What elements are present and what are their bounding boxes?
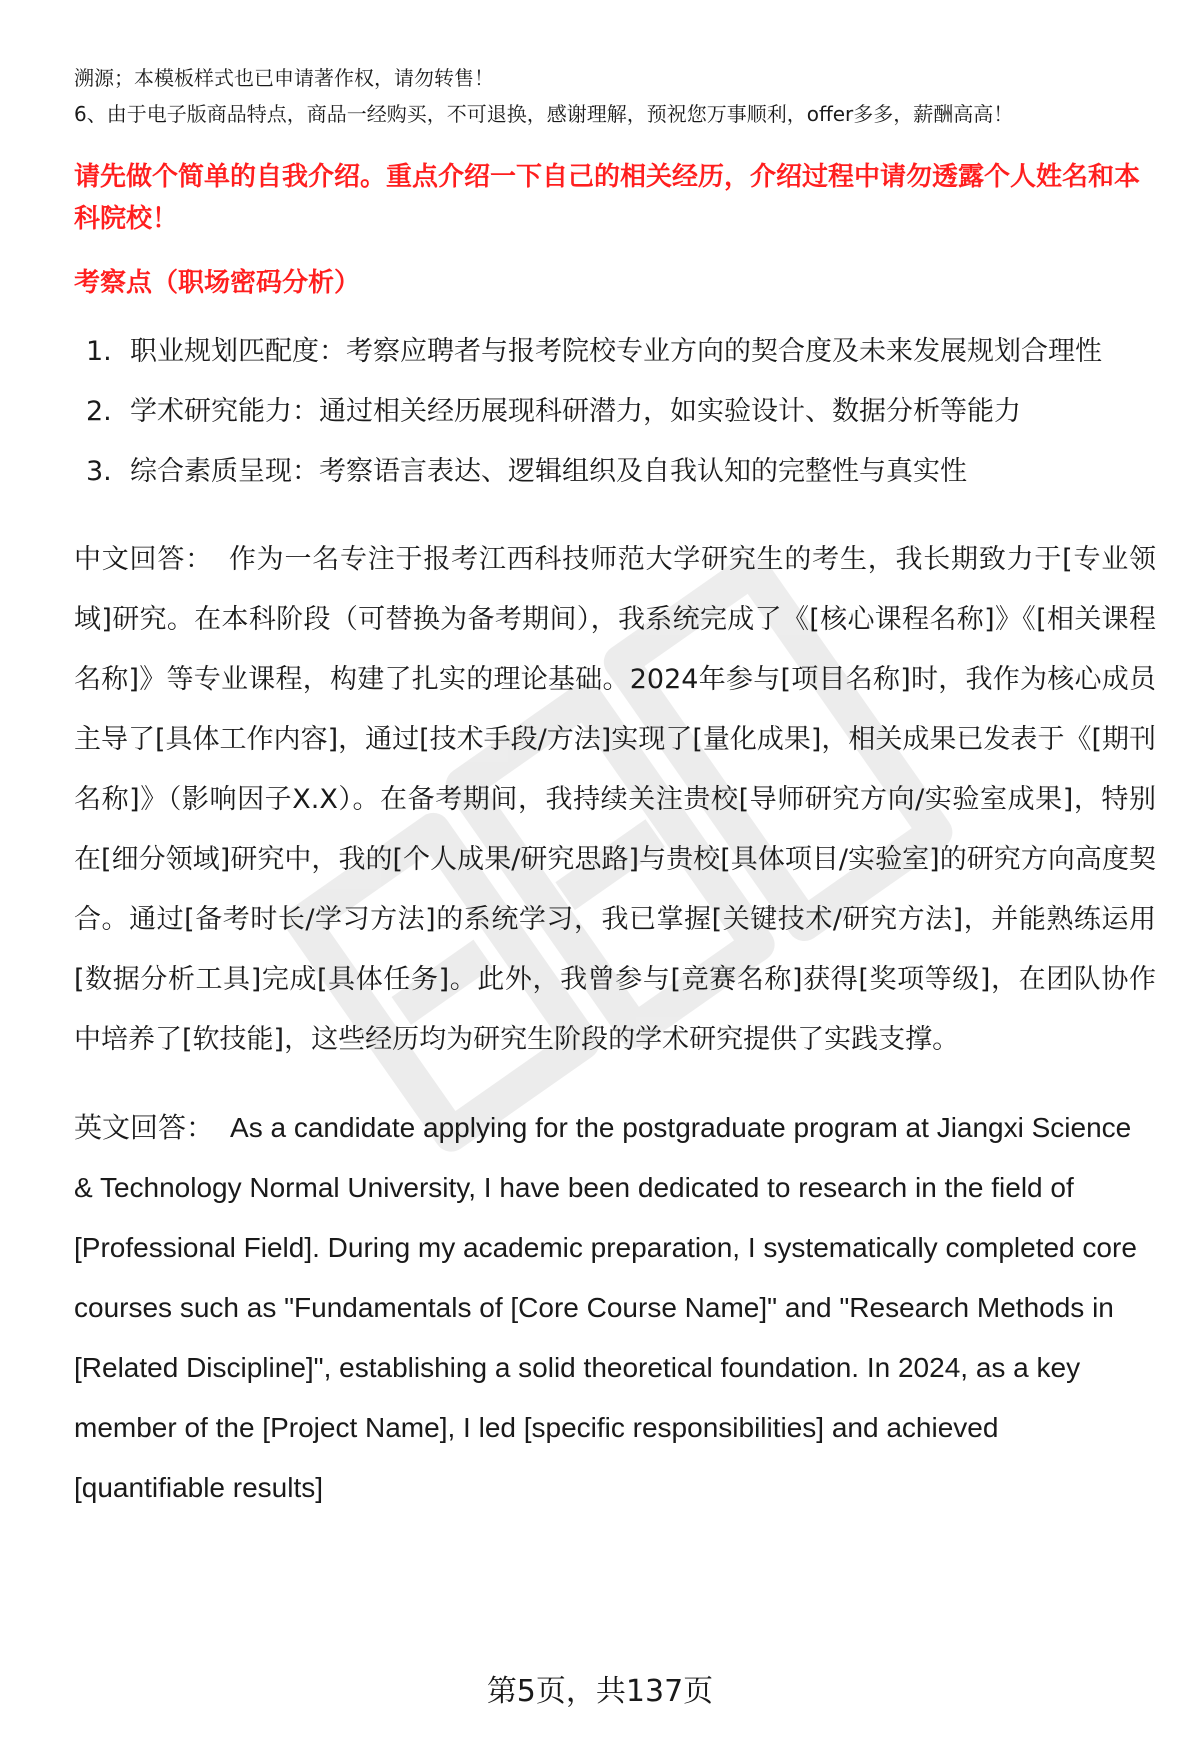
point-text: 职业规划匹配度：考察应聘者与报考院校专业方向的契合度及未来发展规划合理性 — [130, 336, 1102, 367]
point-text: 学术研究能力：通过相关经历展现科研潜力，如实验设计、数据分析等能力 — [130, 396, 1021, 427]
point-number: 1. — [86, 336, 112, 367]
chinese-answer — [74, 530, 1156, 1070]
point-text: 综合素质呈现：考察语言表达、逻辑组织及自我认知的完整性与真实性 — [130, 456, 967, 487]
notice-line-1: 溯源；本模板样式也已申请著作权，请勿转售！ — [74, 66, 494, 90]
analysis-point — [86, 322, 1156, 382]
document-body — [74, 60, 1156, 1518]
page-number-footer: 第5页，共137页 — [486, 1674, 714, 1709]
english-answer-text: As a candidate applying for the postgraduate program at Jiangxi Science & Technology Normal University, I have been dedicated to research in the field of [Professional Field]. During my academic preparation, I systematically completed core courses such as "Fundamentals of [Core Course Name]" and "Research Methods in [Related Discipline]", establishing a solid theoretical foundation. In 2024, as a key member of the [Project Name], I led [specific responsibilities] and achieved [quantifiable results] — [74, 1112, 1137, 1503]
chinese-answer-text: 作为一名专注于报考江西科技师范大学研究生的考生，我长期致力于[专业领域]研究。在本科阶段（可替换为备考期间），我系统完成了《[核心课程名称]》《[相关课程名称]》等专业课程，构建了扎实的理论基础。2024年参与[项目名称]时，我作为核心成员主导了[具体工作内容]，通过[技术手段/方法]实现了[量化成果]，相关成果已发表于《[期刊名称]》（影响因子X.X）。在备考期间，我持续关注贵校[导师研究方向/实验室成果]，特别在[细分领域]研究中，我的[个人成果/研究思路]与贵校[具体项目/实验室]的研究方向高度契合。通过[备考时长/学习方法]的系统学习，我已掌握[关键技术/研究方法]，并能熟练运用[数据分析工具]完成[具体任务]。此外，我曾参与[竞赛名称]获得[奖项等级]，在团队协作中培养了[软技能]，这些经历均为研究生阶段的学术研究提供了实践支撑。 — [74, 544, 1157, 1055]
notice-line-2: 6、由于电子版商品特点，商品一经购买，不可退换，感谢理解，预祝您万事顺利，offer多多，薪酬高高！ — [74, 102, 1014, 126]
chinese-answer-label: 中文回答： — [74, 544, 213, 575]
point-number: 2. — [86, 396, 112, 427]
english-answer-label: 英文回答： — [74, 1112, 215, 1143]
analysis-point — [86, 382, 1156, 442]
analysis-title: 考察点（职场密码分析） — [74, 268, 361, 298]
interview-question: 请先做个简单的自我介绍。重点介绍一下自己的相关经历，介绍过程中请勿透露个人姓名和本科院校！ — [74, 162, 1141, 234]
analysis-point — [86, 442, 1156, 502]
analysis-points-list — [74, 322, 1156, 502]
point-number: 3. — [86, 456, 112, 487]
english-answer — [74, 1098, 1156, 1518]
